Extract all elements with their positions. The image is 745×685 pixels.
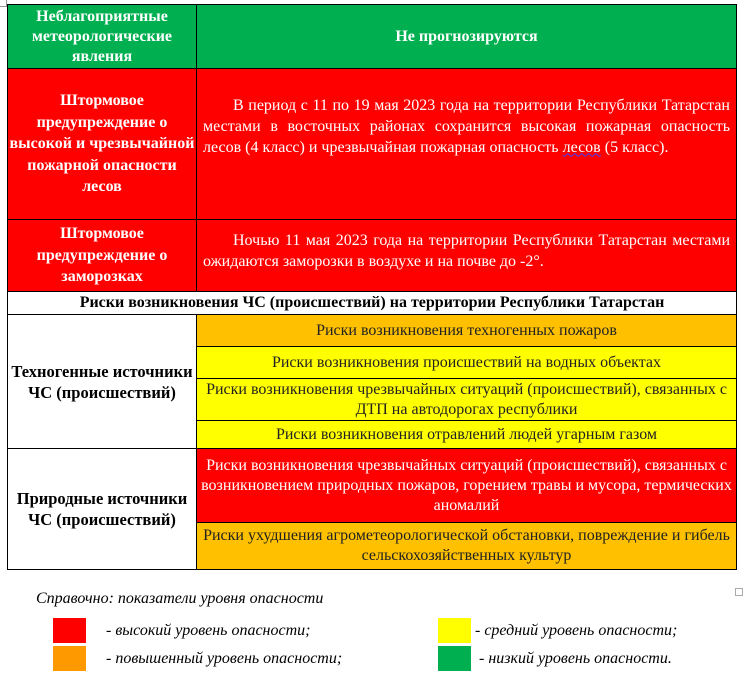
table-resize-handle[interactable] <box>735 588 743 596</box>
warning-text-part: В период с 11 по 19 мая 2023 года на территории Республики Татарстан местами в восточных районах сохранится высокая пожарная опасность лесов (4 класс) и чрезвычайная пожарная опасность <box>203 96 730 156</box>
legend-title: Справочно: показатели уровня опасности <box>36 590 324 607</box>
legend-swatch-yellow <box>438 618 471 643</box>
legend-item-low <box>438 646 672 671</box>
risks-section-title: Риски возникновения ЧС (происшествий) на территории Республики Татарстан <box>8 292 737 315</box>
legend-swatch-red <box>53 618 86 643</box>
header-phenomena-label: Неблагоприятные метеорологические явления <box>8 5 197 69</box>
warning-text <box>197 69 737 220</box>
legend-label: - высокий уровень опасности; <box>106 621 311 639</box>
legend-swatch-orange <box>53 646 86 671</box>
risk-item: Риски возникновения техногенных пожаров <box>197 315 737 347</box>
legend-swatch-green <box>438 646 471 671</box>
risk-row <box>8 315 737 347</box>
risk-item: Риски возникновения чрезвычайных ситуаций (происшествий), связанных с ДТП на автодорогах республики <box>197 379 737 421</box>
corner-mark <box>0 0 7 7</box>
spellcheck-underlined-word: лесов <box>562 138 601 156</box>
warning-text-part: (5 класс). <box>600 138 669 156</box>
legend-item-elevated <box>53 646 342 671</box>
risks-section-row <box>8 292 737 315</box>
risk-source-natural: Природные источники ЧС (происшествий) <box>8 449 197 570</box>
legend-label: - повышенный уровень опасности; <box>106 649 343 667</box>
risk-item: Риски ухудшения агрометеорологической обстановки, повреждение и гибель сельскохозяйственных культур <box>197 523 737 570</box>
legend-label: - средний уровень опасности; <box>475 621 678 639</box>
risk-item: Риски возникновения отравлений людей угарным газом <box>197 421 737 449</box>
risk-source-technogenic: Техногенные источники ЧС (происшествий) <box>8 315 197 449</box>
risk-item: Риски возникновения происшествий на водных объектах <box>197 347 737 379</box>
risk-item: Риски возникновения чрезвычайных ситуаций (происшествий), связанных с возникновением природных пожаров, горением травы и мусора, термических аномалий <box>197 449 737 523</box>
warning-title: Штормовое предупреждение о высокой и чрезвычайной пожарной опасности лесов <box>8 69 197 220</box>
warning-text <box>197 220 737 292</box>
legend-item-medium <box>438 618 677 643</box>
risk-row <box>8 449 737 523</box>
warning-row-fire <box>8 69 737 220</box>
warning-title: Штормовое предупреждение о заморозках <box>8 220 197 292</box>
forecast-table <box>7 4 737 570</box>
warning-row-frost <box>8 220 737 292</box>
legend-item-high <box>53 618 310 643</box>
legend-label: - низкий уровень опасности. <box>479 649 672 667</box>
header-phenomena-value: Не прогнозируются <box>197 5 737 69</box>
warning-text-body: Ночью 11 мая 2023 года на территории Республики Татарстан местами ожидаются заморозки в воздухе и на почве до -2°. <box>203 231 730 270</box>
header-row <box>8 5 737 69</box>
